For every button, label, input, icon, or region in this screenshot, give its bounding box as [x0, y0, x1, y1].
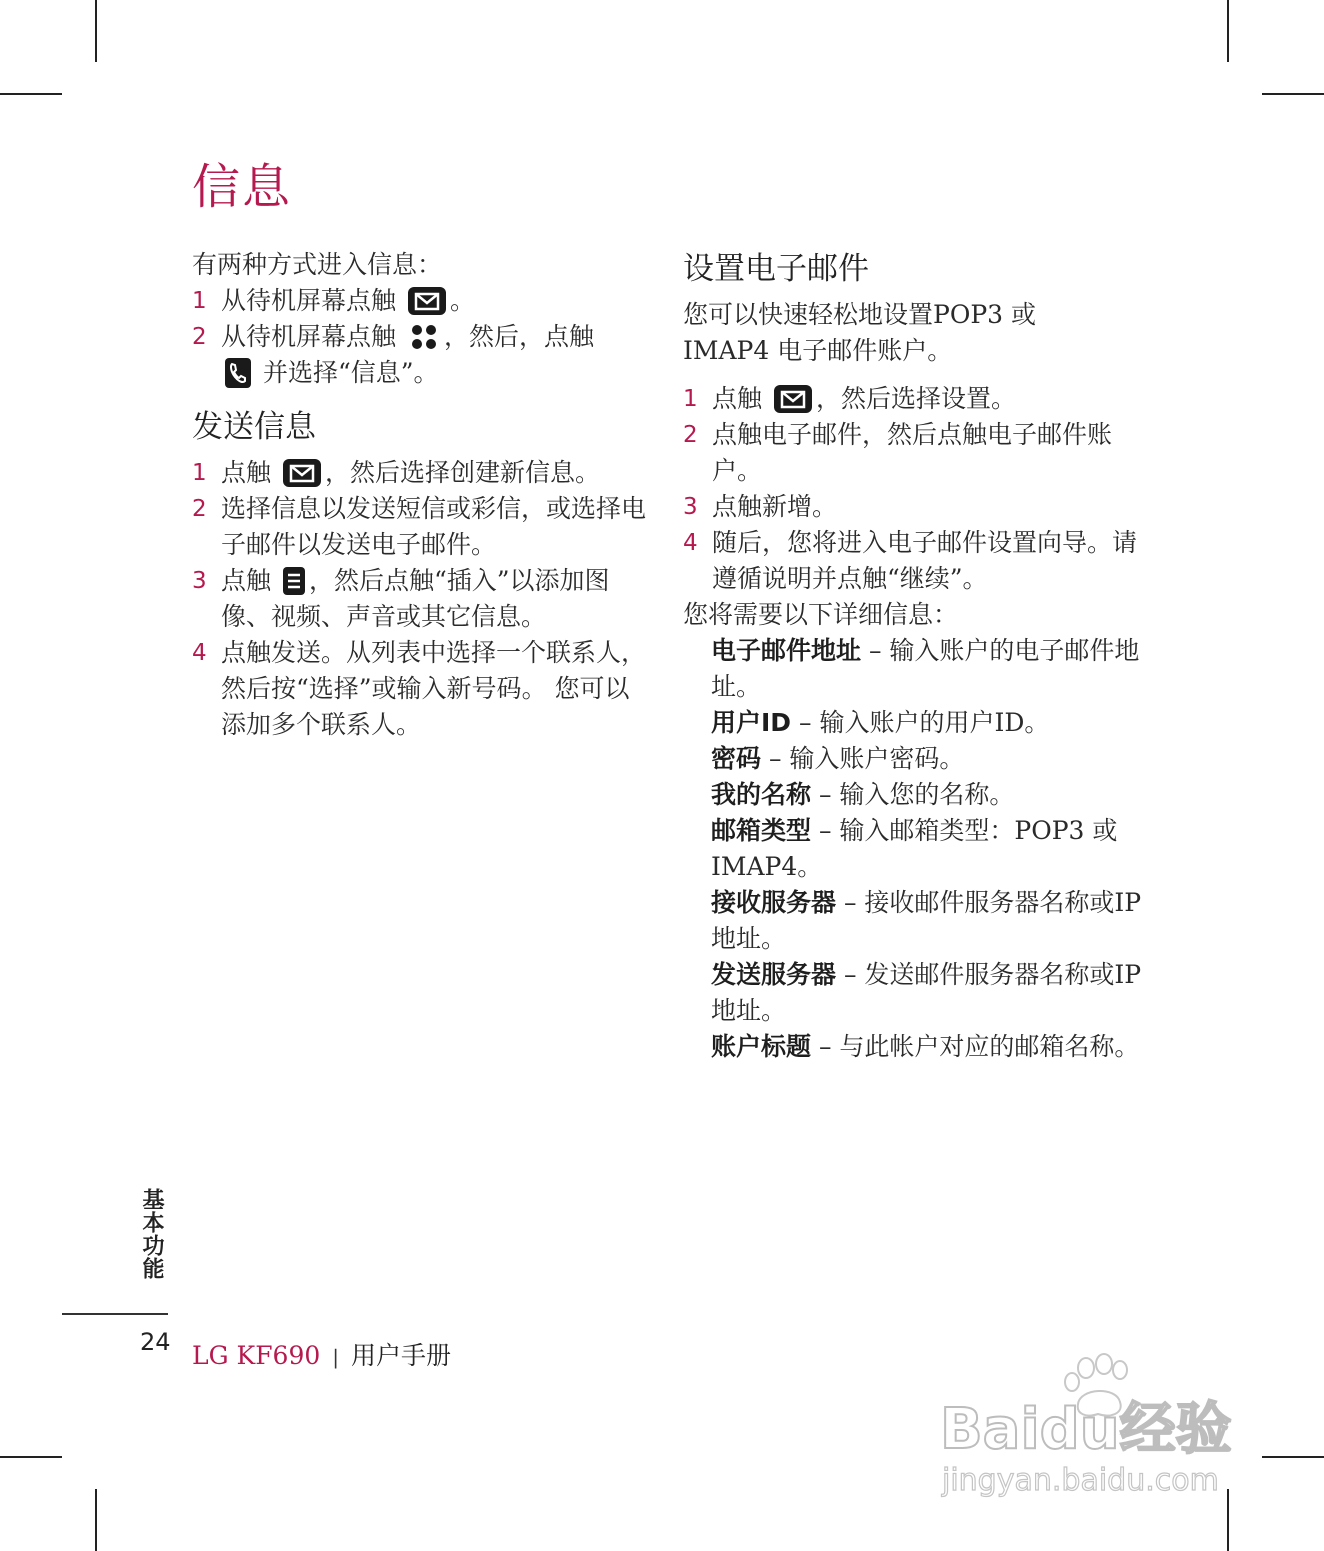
- field-label: 密码: [711, 744, 762, 773]
- field-item: [711, 741, 1153, 777]
- field-desc: – 与此帐户对应的邮箱名称。: [811, 1032, 1140, 1061]
- field-item: [711, 1029, 1153, 1065]
- step-number: 2: [683, 422, 698, 448]
- crop-mark: [1227, 0, 1229, 62]
- list-item: [192, 635, 652, 743]
- email-steps: [683, 381, 1153, 597]
- field-desc: – 输入账户的用户ID。: [791, 708, 1050, 737]
- field-label: 我的名称: [711, 780, 812, 809]
- send-steps: [192, 455, 652, 743]
- step-text: 。: [449, 286, 475, 315]
- list-item: [683, 525, 1153, 597]
- field-desc: – 输入您的名称。: [811, 780, 1015, 809]
- options-list-icon: [282, 566, 306, 596]
- field-label: 接收服务器: [711, 888, 837, 917]
- list-item: [192, 283, 652, 319]
- section-heading-email: 设置电子邮件: [683, 251, 869, 287]
- crop-mark: [1262, 93, 1324, 95]
- need-info-text: 您将需要以下详细信息：: [683, 600, 959, 629]
- phone-icon: [224, 357, 252, 389]
- list-item: [192, 563, 652, 635]
- step-number: 2: [192, 324, 207, 350]
- envelope-icon: [282, 458, 322, 488]
- field-item: [711, 705, 1153, 741]
- step-text: 从待机屏幕点触: [221, 286, 397, 315]
- crop-mark: [95, 1489, 97, 1551]
- footer-manual-title: 用户手册: [351, 1341, 452, 1370]
- step-text: 从待机屏幕点触: [221, 322, 397, 351]
- step-number: 2: [192, 496, 207, 522]
- footer: [192, 1336, 451, 1372]
- field-item: [711, 813, 1153, 885]
- step-text: 点触: [221, 566, 272, 595]
- field-label: 电子邮件地址: [711, 636, 862, 665]
- step-text: 点触电子邮件，然后点触电子邮件账户。: [712, 420, 1113, 485]
- right-column: [683, 247, 1153, 1065]
- menu-dots-icon: [407, 322, 441, 352]
- step-number: 3: [683, 494, 698, 520]
- step-number: 1: [192, 460, 207, 486]
- list-item: [192, 455, 652, 491]
- intro-text: 有两种方式进入信息：: [192, 250, 443, 279]
- list-item: [683, 489, 1153, 525]
- list-item: [192, 491, 652, 563]
- step-text: 点触新增。: [712, 492, 838, 521]
- section-heading-send: 发送信息: [192, 409, 316, 445]
- step-number: 3: [192, 568, 207, 594]
- field-desc: – 发送邮件服务器名称或IP地址。: [711, 960, 1142, 1025]
- page-number: 24: [140, 1328, 171, 1356]
- field-item: [711, 885, 1153, 957]
- field-item: [711, 957, 1153, 1029]
- baidu-watermark: [938, 1352, 1248, 1502]
- envelope-icon: [773, 384, 813, 414]
- footer-brand: LG KF690: [192, 1341, 321, 1370]
- list-item: [683, 381, 1153, 417]
- step-text: 点触: [221, 458, 272, 487]
- email-intro-line-2: IMAP4 电子邮件账户。: [683, 336, 953, 365]
- step-number: 4: [192, 640, 207, 666]
- step-number: 1: [192, 288, 207, 314]
- field-label: 发送服务器: [711, 960, 837, 989]
- step-text: ，然后，点触: [443, 322, 594, 351]
- step-text: 选择信息以发送短信或彩信，或选择电子邮件以发送电子邮件。: [221, 494, 647, 559]
- field-item: [711, 633, 1153, 705]
- step-number: 4: [683, 530, 698, 556]
- field-item: [711, 777, 1153, 813]
- crop-mark: [0, 93, 62, 95]
- watermark-url: jingyan.baidu.com: [942, 1463, 1219, 1498]
- crop-mark: [95, 0, 97, 62]
- step-number: 1: [683, 386, 698, 412]
- step-text: ，然后点触“插入”以添加图像、视频、声音或其它信息。: [221, 566, 610, 631]
- list-item: [683, 417, 1153, 489]
- step-text: ，然后选择设置。: [815, 384, 1016, 413]
- field-label: 邮箱类型: [711, 816, 812, 845]
- watermark-logo-text: Baidu经验: [940, 1397, 1232, 1462]
- entry-steps: [192, 283, 652, 391]
- field-label: 用户ID: [711, 708, 792, 737]
- step-text: 随后，您将进入电子邮件设置向导。请遵循说明并点触“继续”。: [712, 528, 1138, 593]
- field-desc: – 输入账户的电子邮件地址。: [711, 636, 1140, 701]
- field-desc: – 接收邮件服务器名称或IP地址。: [711, 888, 1142, 953]
- email-intro-line-1: 您可以快速轻松地设置POP3 或: [683, 300, 1036, 329]
- step-text: ，然后选择创建新信息。: [324, 458, 600, 487]
- left-column: [192, 247, 652, 743]
- crop-mark: [0, 1456, 62, 1458]
- list-item: [192, 319, 652, 391]
- step-text: 点触: [712, 384, 763, 413]
- page-title: 信息: [192, 159, 293, 215]
- envelope-icon: [407, 286, 447, 316]
- field-desc: – 输入账户密码。: [761, 744, 965, 773]
- chapter-side-label: 基本功能: [139, 1188, 164, 1280]
- field-label: 账户标题: [711, 1032, 812, 1061]
- crop-mark: [1262, 1456, 1324, 1458]
- email-fields: [683, 633, 1153, 1065]
- footer-divider: [62, 1313, 168, 1315]
- step-text: 并选择“信息”。: [262, 358, 439, 387]
- step-text: 点触发送。从列表中选择一个联系人，然后按“选择”或输入新号码。 您可以添加多个联系人。: [221, 638, 647, 739]
- field-desc: – 输入邮箱类型：POP3 或 IMAP4。: [711, 816, 1118, 881]
- footer-separator: |: [332, 1345, 340, 1369]
